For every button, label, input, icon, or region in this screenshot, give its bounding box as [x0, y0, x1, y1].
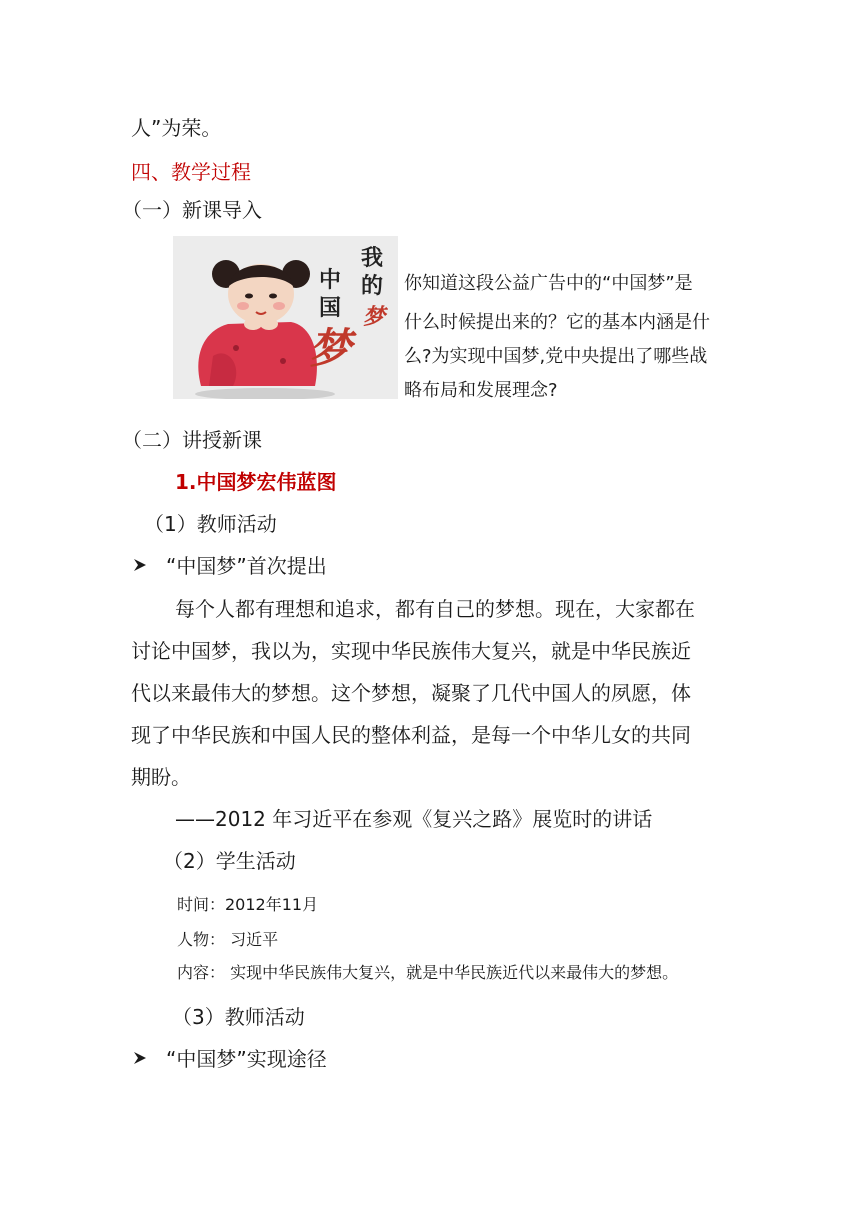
quote-paragraph-line: 每个人都有理想和追求，都有自己的梦想。现在，大家都在 [175, 597, 695, 621]
subsection-title-new-lesson: （二）讲授新课 [122, 428, 262, 452]
quote-paragraph-line: 讨论中国梦，我以为，实现中华民族伟大复兴，就是中华民族近 [131, 639, 691, 663]
info-content: 内容： 实现中华民族伟大复兴，就是中华民族近代以来最伟大的梦想。 [177, 963, 679, 982]
quote-paragraph-line: 代以来最伟大的梦想。这个梦想，凝聚了几代中国人的夙愿，体 [131, 681, 691, 705]
info-person: 人物： 习近平 [177, 930, 279, 949]
bullet-realization-path: “中国梦”实现途径 [166, 1047, 327, 1071]
poster-text-zhongguo: 中国 [319, 267, 342, 321]
intro-tail-text: 人”为荣。 [131, 116, 222, 140]
poster-text-wode: 我的 [361, 245, 384, 299]
chinese-dream-poster-image [173, 236, 398, 399]
info-time: 时间：2012年11月 [177, 895, 319, 914]
quote-paragraph-line: 现了中华民族和中国人民的整体利益，是每一个中华儿女的共同 [131, 723, 691, 747]
quote-paragraph-line: 期盼。 [131, 765, 191, 789]
subsection-title-intro: （一）新课导入 [122, 198, 262, 222]
arrow-bullet-icon [133, 1051, 147, 1065]
step-teacher-activity-1: （1）教师活动 [144, 512, 277, 536]
question-line: 什么时候提出来的？它的基本内涵是什 [404, 312, 710, 333]
step-teacher-activity-3: （3）教师活动 [172, 1005, 305, 1029]
poster-text-meng-small: 梦 [363, 304, 386, 330]
arrow-bullet-icon [133, 558, 147, 572]
quote-source: ——2012 年习近平在参观《复兴之路》展览时的讲话 [175, 807, 653, 831]
question-line: 么?为实现中国梦,党中央提出了哪些战 [404, 346, 708, 367]
step-student-activity: （2）学生活动 [163, 849, 296, 873]
bullet-first-proposed: “中国梦”首次提出 [166, 554, 327, 578]
poster-text-meng-large: 梦 [309, 324, 352, 373]
section-title-teaching-process: 四、教学过程 [131, 160, 251, 184]
topic-title-blueprint: 1.中国梦宏伟蓝图 [175, 470, 337, 494]
question-line: 略布局和发展理念? [404, 380, 558, 401]
question-line: 你知道这段公益广告中的“中国梦”是 [404, 273, 693, 294]
